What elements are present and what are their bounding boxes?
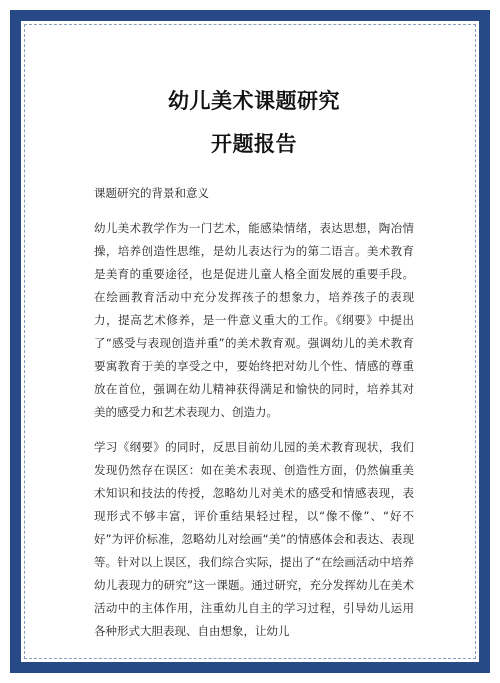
paragraph-1: 幼儿美术教学作为一门艺术，能感染情绪，表达思想，陶冶情操，培养创造性思维，是幼儿表达行为的第二语言。美术教育是美育的重要途径，也是促进儿童人格全面发展的重要手段。在绘画教育活动中充分发挥孩子的想象力，培养孩子的表现力，提高艺术修养，是一件意义重大的工作。《纲要》中提出了“感受与表现创造并重”的美术教育观。强调幼儿的美术教育要寓教育于美的享受之中，要始终把对幼儿个性、情感的尊重放在首位，强调在幼儿精神获得满足和愉快的同时，培养其对美的感受力和艺术表现力、创造力。	[94, 221, 414, 419]
document-title: 幼儿美术课题研究	[168, 89, 340, 113]
section-heading: 课题研究的背景和意义	[94, 186, 209, 200]
document-body	[94, 88, 414, 643]
paragraph-2: 学习《纲要》的同时，反思目前幼儿园的美术教育现状，我们发现仍然存在误区：如在美术表现、创造性方面，仍然偏重美术知识和技法的传授，忽略幼儿对美术的感受和情感表现，表现形式不够丰富，评价重结果轻过程，以“像不像”、“好不好”为评价标准，忽略幼儿对绘画“美”的情感体会和表达、表现等。针对以上误区，我们综合实际，提出了“在绘画活动中培养幼儿表现力的研究”这一课题。通过研究，充分发挥幼儿在美术活动中的主体作用，注重幼儿自主的学习过程，引导幼儿运用各种形式大胆表现、自由想象，让幼儿	[94, 440, 414, 638]
document-subtitle: 开题报告	[211, 132, 297, 156]
